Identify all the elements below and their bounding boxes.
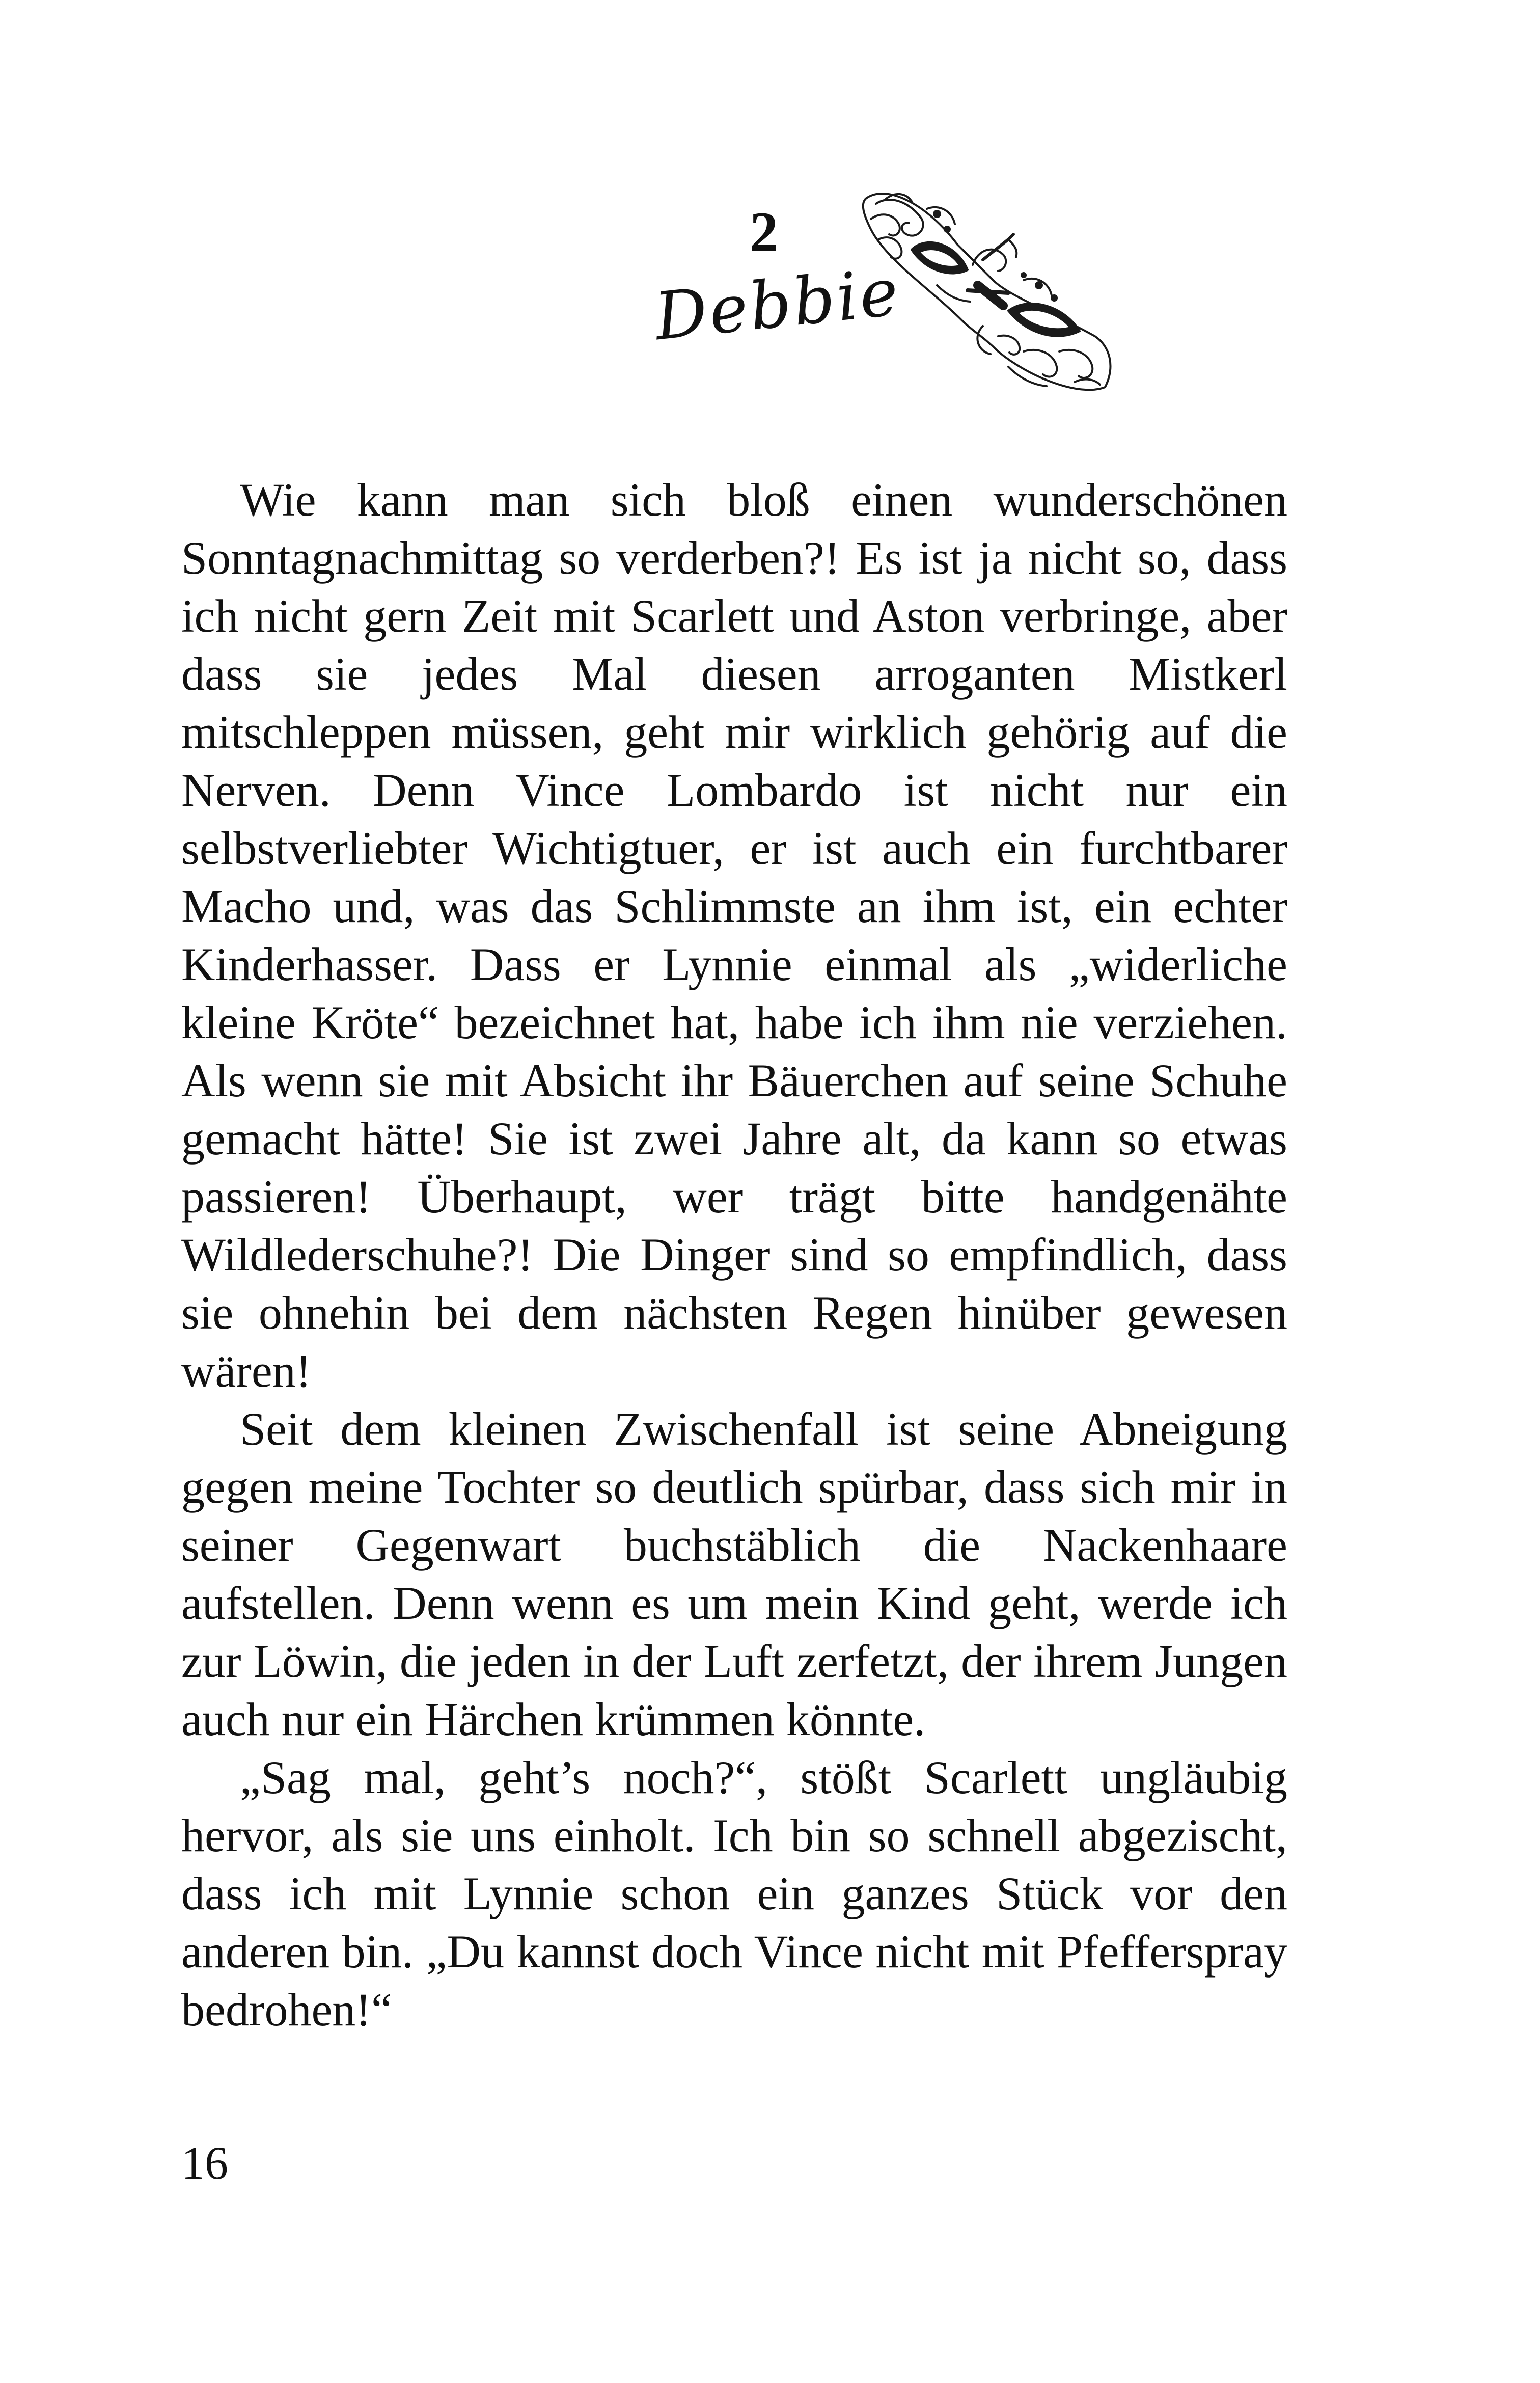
chapter-number: 2: [750, 201, 778, 264]
paragraph: Wie kann man sich bloß einen wunderschönen Sonntagnachmittag so verderben?! Es ist ja nicht so, dass ich nicht gern Zeit mit Scarlett und Aston verbringe, aber dass sie jedes Mal diesen arroganten Mistkerl mitschleppen müssen, geht mir wirklich gehörig auf die Nerven. Denn Vince Lombardo ist nicht nur ein selbstverliebter Wichtigtuer, er ist auch ein furchtbarer Macho und, was das Schlimmste an ihm ist, ein echter Kinderhasser. Dass er Lynnie einmal als „widerliche kleine Kröte“ bezeichnet hat, habe ich ihm nie verziehen. Als wenn sie mit Absicht ihr Bäuerchen auf seine Schuhe gemacht hätte! Sie ist zwei Jahre alt, da kann so etwas passieren! Überhaupt, wer trägt bitte handgenähte Wildlederschuhe?! Die Dinger sind so empfindlich, dass sie ohnehin bei dem nächsten Regen hinüber gewesen wären!: [181, 474, 1287, 1397]
chapter-name: Debbie: [651, 254, 904, 356]
paragraph: „Sag mal, geht’s noch?“, stößt Scarlett ungläubig hervor, als sie uns einholt. Ich bin so schnell abgezischt, dass ich mit Lynnie schon ein ganzes Stück vor den anderen bin. „Du kannst doch Vince nicht mit Pfefferspray bedrohen!“: [181, 1751, 1287, 2036]
body-text: [181, 471, 1287, 2039]
venetian-mask-icon: [856, 183, 1120, 408]
page-number: 16: [181, 2137, 228, 2189]
paragraph: Seit dem kleinen Zwischenfall ist seine Abneigung gegen meine Tochter so deutlich spürbar, dass sich mir in seiner Gegenwart buchstäblich die Nackenhaare aufstellen. Denn wenn es um mein Kind geht, werde ich zur Löwin, die jeden in der Luft zerfetzt, der ihrem Jungen auch nur ein Härchen krümmen könnte.: [181, 1403, 1287, 1745]
